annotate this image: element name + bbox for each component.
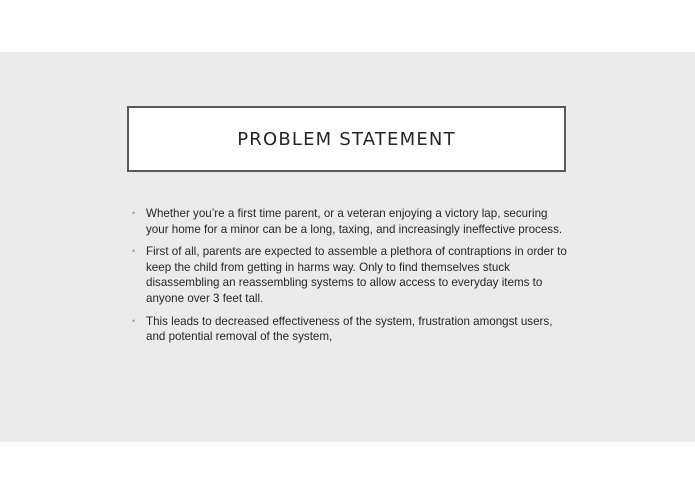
bullet-dot-icon: • [132,246,136,257]
bullet-dot-icon: • [132,315,136,326]
bullet-text: This leads to decreased effectiveness of the system, frustration amongst users, and potential removal of the system, [146,314,553,344]
bullet-text: Whether you’re a first time parent, or a veteran enjoying a victory lap, securing your home for a minor can be a long, taxing, and increasingly ineffective process. [146,207,563,236]
bullet-item [132,244,572,306]
slide [0,52,695,442]
title-box [127,106,566,172]
bullet-text: First of all, parents are expected to assemble a plethora of contraptions in order to keep the child from getting in harms way. Only to find themselves stuck disassembling an reassembling systems to allow access to everyday items to anyone over 3 feet tall. [146,245,567,305]
slide-title: PROBLEM STATEMENT [237,128,456,150]
bullet-dot-icon: • [132,208,136,218]
bullet-list [132,206,572,352]
bullet-item [132,314,572,345]
bullet-item [132,206,572,237]
